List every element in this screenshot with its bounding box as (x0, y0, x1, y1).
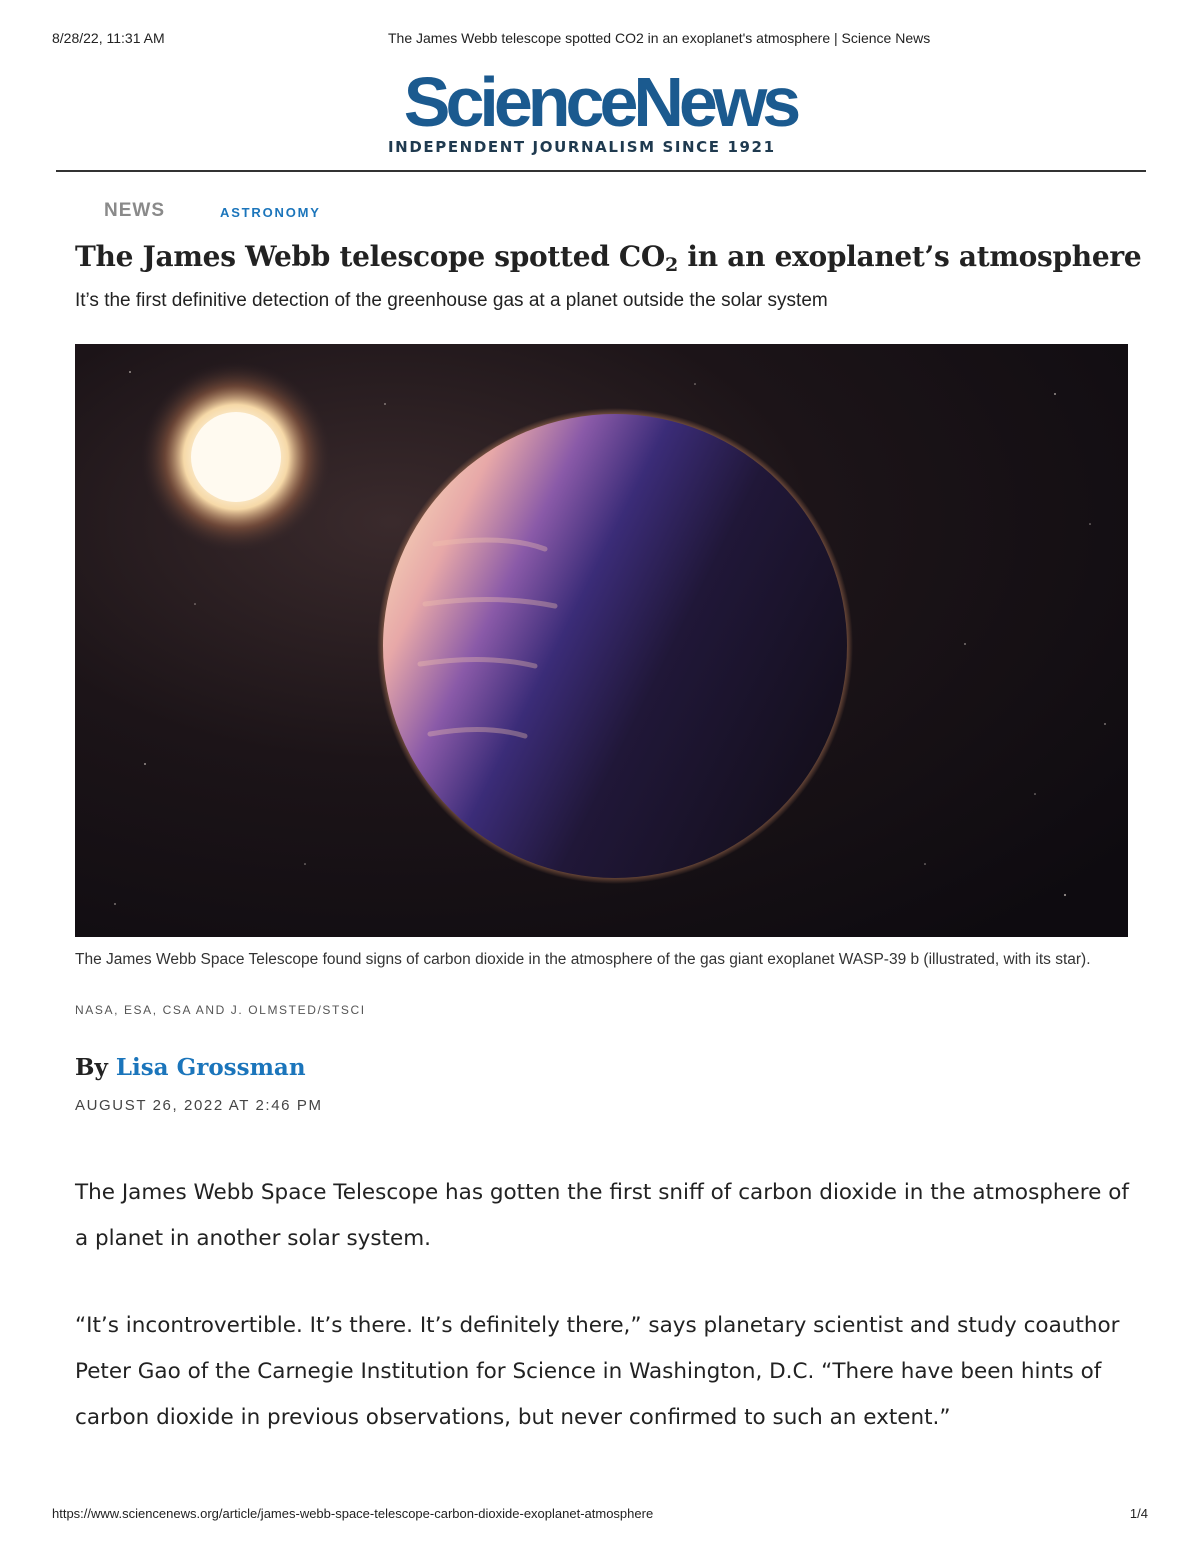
headline-text-end: in an exoplanet’s atmosphere (677, 240, 1142, 273)
image-caption: The James Webb Space Telescope found signs of carbon dioxide in the atmosphere of the gas giant exoplanet WASP-39 b (illustrated, with its star). (75, 951, 1091, 968)
page-number: 1/4 (1129, 1506, 1148, 1521)
headline-subscript: 2 (665, 254, 678, 276)
masthead-divider (56, 170, 1146, 172)
article-dek: It’s the first definitive detection of the greenhouse gas at a planet outside the solar system (75, 290, 828, 311)
print-page-title: The James Webb telescope spotted CO2 in an exoplanet's atmosphere | Science News (388, 30, 931, 46)
topic-link-astronomy[interactable]: ASTRONOMY (220, 205, 321, 220)
headline-text-start: The James Webb telescope spotted CO (75, 240, 666, 273)
byline (75, 1054, 306, 1081)
body-paragraph: “It’s incontrovertible. It’s there. It’s definitely there,” says planetary scientist and study coauthor Peter Gao of the Carnegie Institution for Science in Washington, D.C. “There have been hints of carbon dioxide in previous observations, but never confirmed to such an extent.” (75, 1313, 1120, 1430)
exoplanet-illustration (75, 344, 1128, 937)
image-credit: NASA, ESA, CSA AND J. OLMSTED/STSCI (75, 1003, 366, 1017)
publish-date: AUGUST 26, 2022 AT 2:46 PM (75, 1097, 323, 1114)
article-headline (75, 240, 1155, 276)
science-news-logo[interactable]: ScienceNews (403, 63, 797, 141)
print-footer (52, 1506, 1148, 1526)
author-link[interactable]: Lisa Grossman (115, 1054, 306, 1081)
body-paragraph: The James Webb Space Telescope has gotten the first sniff of carbon dioxide in the atmosphere of a planet in another solar system. (75, 1180, 1129, 1251)
masthead (0, 63, 1200, 156)
byline-prefix: By (75, 1054, 116, 1081)
print-url: https://www.sciencenews.org/article/james-webb-space-telescope-carbon-dioxide-exoplanet-atmosphere (52, 1506, 654, 1521)
print-header (52, 30, 1148, 50)
hero-illustration (75, 344, 1128, 937)
print-date: 8/28/22, 11:31 AM (52, 30, 165, 46)
logo-tagline: INDEPENDENT JOURNALISM SINCE 1921 (388, 138, 776, 156)
article-type-label: NEWS (104, 200, 165, 221)
